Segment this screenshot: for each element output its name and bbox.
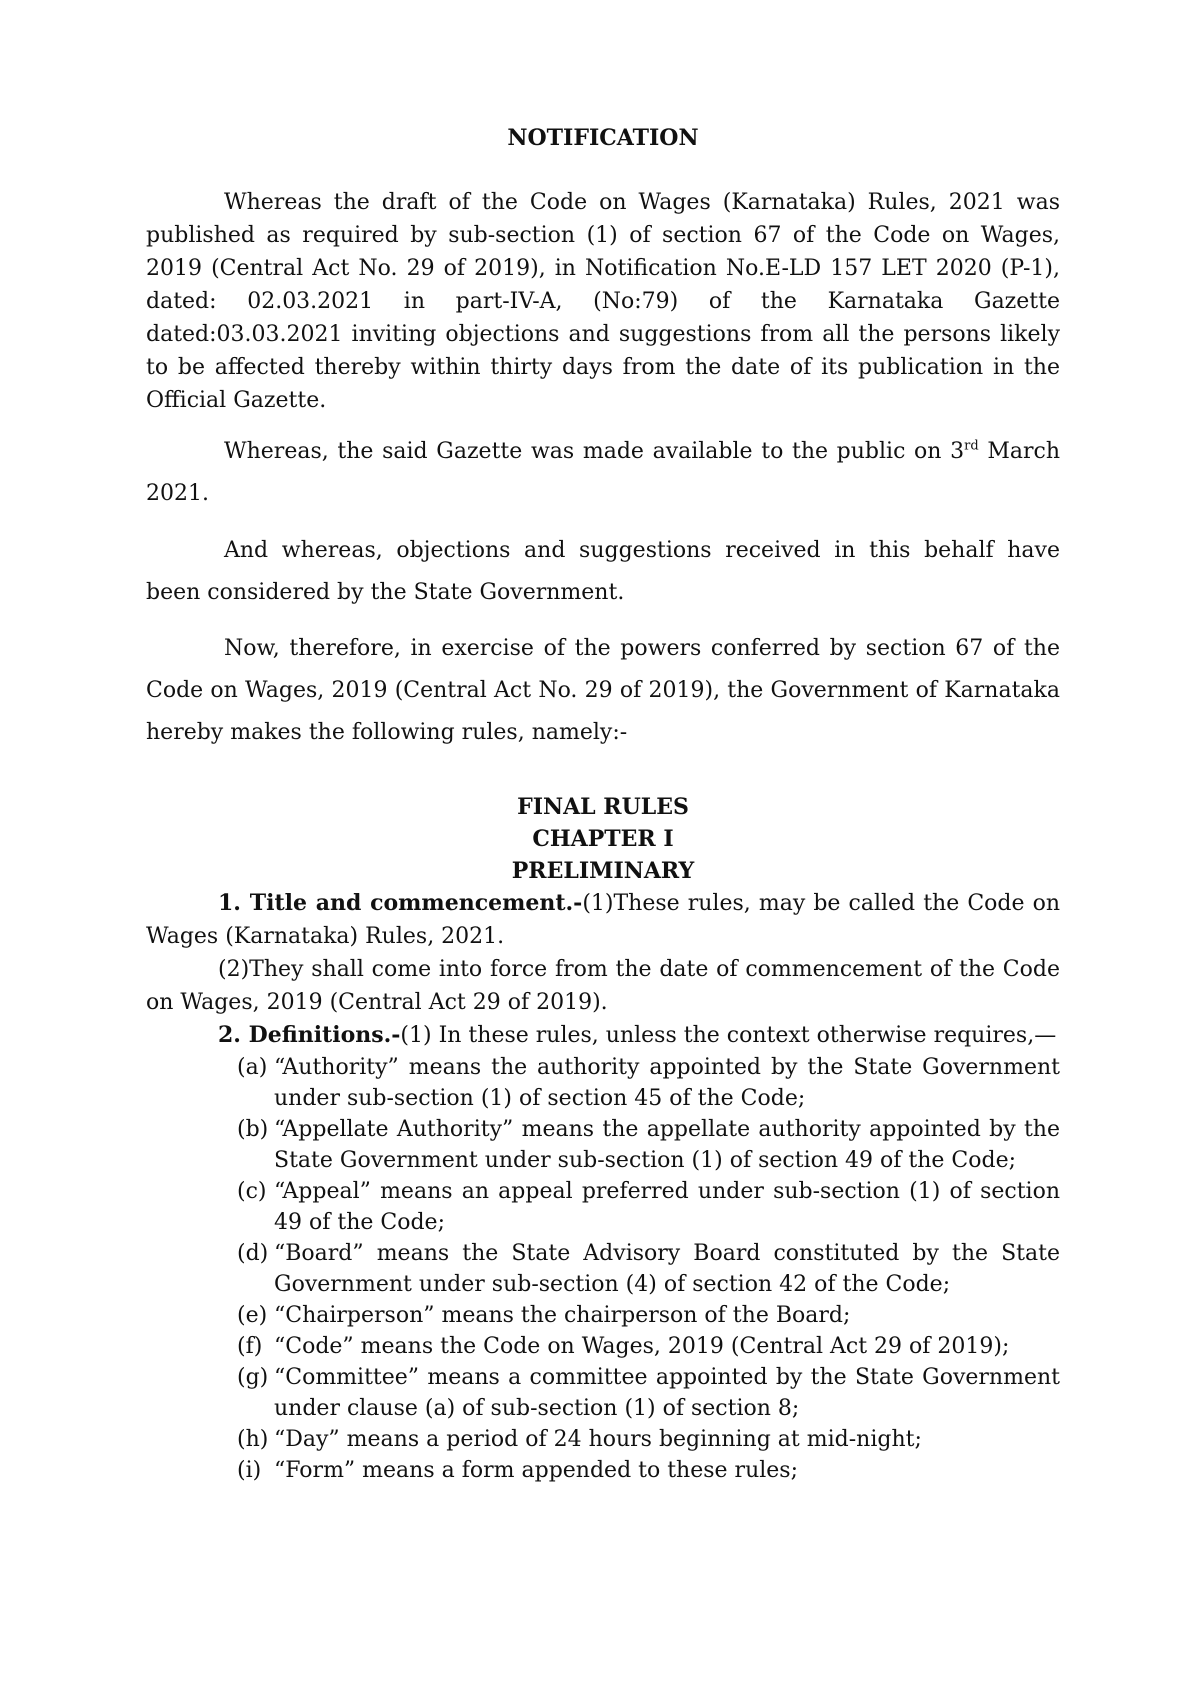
definition-item [237, 1424, 1060, 1455]
definition-text: “Form” means a form appended to these rules; [274, 1458, 798, 1483]
rule-2-text: (1) In these rules, unless the context otherwise requires,— [400, 1023, 1057, 1048]
rule-1-title: 1. Title and commencement.- [218, 890, 583, 916]
definition-text: “Board” means the State Advisory Board constituted by the State Government under sub-section (4) of section 42 of the Code; [274, 1241, 1060, 1297]
definition-item [237, 1176, 1060, 1238]
definition-text: “Authority” means the authority appointed by the State Government under sub-section (1) of section 45 of the Code; [274, 1055, 1060, 1111]
definition-item [237, 1114, 1060, 1176]
paragraph-now-therefore: Now, therefore, in exercise of the powers conferred by section 67 of the Code on Wages, 2019 (Central Act No. 29 of 2019), the Government of Karnataka hereby makes the following rules, namely:- [146, 636, 1060, 745]
paragraph-gazette-date: March 2021. [146, 439, 1060, 506]
definition-mark: (a) [237, 1055, 268, 1080]
definition-mark: (b) [237, 1117, 269, 1142]
definition-mark: (c) [237, 1179, 267, 1204]
definition-item [237, 1300, 1060, 1331]
rule-1 [146, 887, 1060, 953]
rule-2-title: 2. Definitions.- [218, 1022, 401, 1048]
paragraph-objections: And whereas, objections and suggestions received in this behalf have been considered by the State Government. [146, 538, 1060, 605]
definition-item [237, 1362, 1060, 1424]
ordinal-suffix: rd [964, 438, 979, 454]
notification-title: NOTIFICATION [507, 125, 699, 151]
definition-item [237, 1052, 1060, 1114]
rule-1-text: (1)These rules, may be called the Code on Wages (Karnataka) Rules, 2021. [146, 891, 1060, 949]
definition-item [237, 1455, 1060, 1486]
definition-mark: (e) [237, 1303, 268, 1328]
rule-1-sub-2: (2)They shall come into force from the date of commencement of the Code on Wages, 2019 (Central Act 29 of 2019). [146, 957, 1060, 1015]
paragraph-gazette-text: Whereas, the said Gazette was made available to the public on 3 [224, 439, 965, 464]
rule-2 [146, 1019, 1060, 1052]
definition-mark: (h) [237, 1427, 269, 1452]
definition-text: “Committee” means a committee appointed by the State Government under clause (a) of sub-section (1) of section 8; [274, 1365, 1060, 1421]
definition-mark: (f) [237, 1334, 263, 1359]
definition-item [237, 1238, 1060, 1300]
definition-text: “Code” means the Code on Wages, 2019 (Central Act 29 of 2019); [274, 1334, 1010, 1359]
paragraph-gazette-available [146, 431, 1060, 515]
definition-text: “Day” means a period of 24 hours beginning at mid-night; [274, 1427, 922, 1452]
definition-mark: (d) [237, 1241, 269, 1266]
paragraph-draft-published: Whereas the draft of the Code on Wages (Karnataka) Rules, 2021 was published as required by sub-section (1) of section 67 of the Code on Wages, 2019 (Central Act No. 29 of 2019), in Notification No.E-LD 157 LET 2020 (P-1), dated: 02.03.2021 in part-IV-A, (No:79) of the Karnataka Gazette dated:03.03.2021 inviting objections and suggestions from all the persons likely to be affected thereby within thirty days from the date of its publication in the Official Gazette. [146, 190, 1060, 413]
definition-text: “Appellate Authority” means the appellate authority appointed by the State Government under sub-section (1) of section 49 of the Code; [274, 1117, 1060, 1173]
definition-mark: (i) [237, 1458, 262, 1483]
definition-text: “Chairperson” means the chairperson of the Board; [274, 1303, 851, 1328]
definition-text: “Appeal” means an appeal preferred under sub-section (1) of section 49 of the Code; [274, 1179, 1060, 1235]
heading-preliminary: PRELIMINARY [511, 858, 695, 884]
definition-item [237, 1331, 1060, 1362]
heading-chapter: CHAPTER I [532, 826, 674, 852]
heading-final-rules: FINAL RULES [517, 794, 689, 820]
definitions-list [146, 1052, 1060, 1486]
document-page [146, 122, 1060, 1486]
definition-mark: (g) [237, 1365, 269, 1390]
